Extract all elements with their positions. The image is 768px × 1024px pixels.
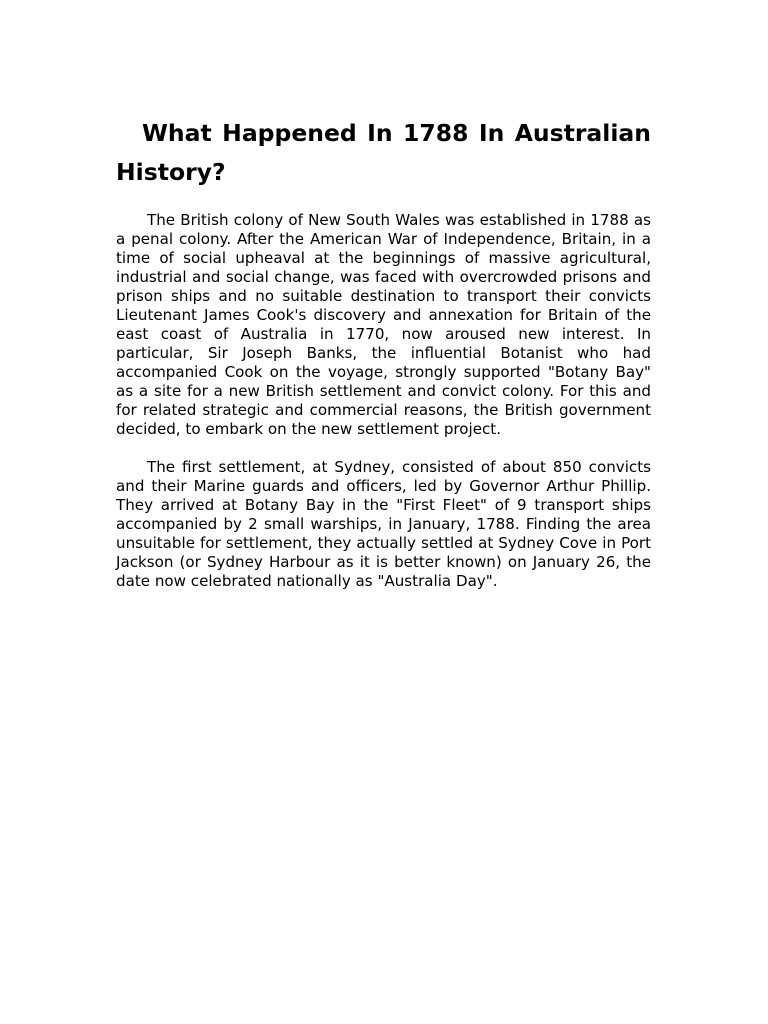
body-paragraph-2: The first settlement, at Sydney, consisted of about 850 convicts and their Marine guards and officers, led by Governor Arthur Phillip. They arrived at Botany Bay in the "First Fleet" of 9 transport ships accompanied by 2 small warships, in January, 1788. Finding the area unsuitable for settlement, they actually settled at Sydney Cove in Port Jackson (or Sydney Harbour as it is better known) on January 26, the date now celebrated nationally as "Australia Day". <box>116 458 651 590</box>
document-content <box>116 114 651 591</box>
body-paragraph-1: The British colony of New South Wales was established in 1788 as a penal colony. After the American War of Independence, Britain, in a time of social upheaval at the beginnings of massive agricultural, industrial and social change, was faced with overcrowded prisons and prison ships and no suitable destination to transport their convicts Lieutenant James Cook's discovery and annexation for Britain of the east coast of Australia in 1770, now aroused new interest. In particular, Sir Joseph Banks, the influential Botanist who had accompanied Cook on the voyage, strongly supported "Botany Bay" as a site for a new British settlement and convict colony. For this and for related strategic and commercial reasons, the British government decided, to embark on the new settlement project. <box>116 211 651 438</box>
document-title: What Happened In 1788 In Australian History? <box>116 119 651 186</box>
